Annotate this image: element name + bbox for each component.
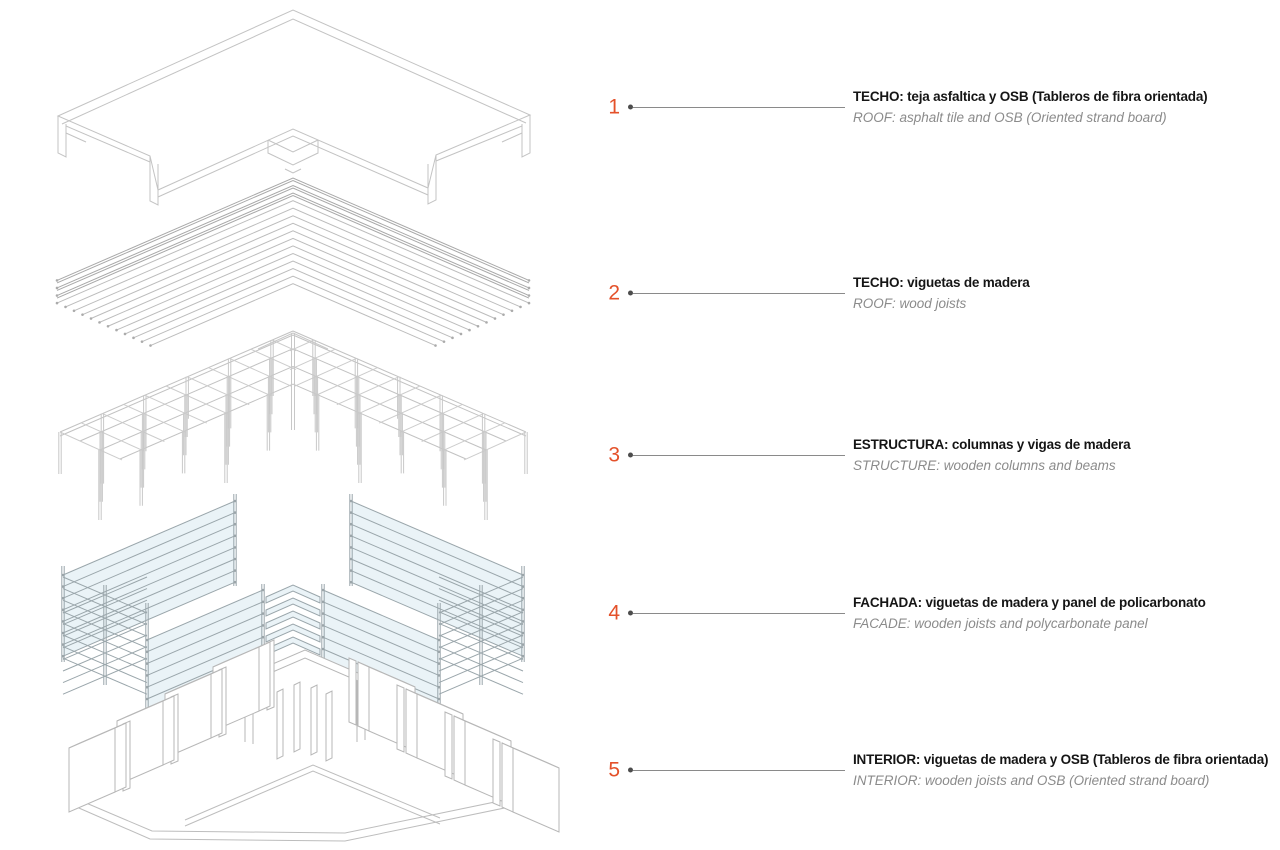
label-english: STRUCTURE: wooden columns and beams — [853, 458, 1116, 473]
label-spanish: ESTRUCTURA: columnas y vigas de madera — [853, 437, 1131, 452]
label-spanish: INTERIOR: viguetas de madera y OSB (Tableros de fibra orientada) — [853, 752, 1269, 767]
layer-number: 4 — [608, 601, 620, 625]
label-text — [853, 749, 1268, 791]
leader-line — [633, 613, 845, 614]
label-row — [0, 579, 1280, 647]
leader-line — [633, 293, 845, 294]
label-text — [853, 434, 1130, 476]
layer-number: 3 — [608, 443, 620, 467]
label-row — [0, 259, 1280, 327]
label-english: INTERIOR: wooden joists and OSB (Oriented strand board) — [853, 773, 1210, 788]
layer-number: 2 — [608, 281, 620, 305]
layer-number: 1 — [608, 95, 620, 119]
leader-line — [633, 107, 845, 108]
label-text — [853, 592, 1206, 634]
layer-number: 5 — [608, 758, 620, 782]
label-spanish: FACHADA: viguetas de madera y panel de policarbonato — [853, 595, 1206, 610]
label-english: ROOF: asphalt tile and OSB (Oriented strand board) — [853, 110, 1167, 125]
label-spanish: TECHO: teja asfaltica y OSB (Tableros de fibra orientada) — [853, 89, 1208, 104]
leader-line — [633, 455, 845, 456]
label-text — [853, 272, 1030, 314]
label-row — [0, 421, 1280, 489]
label-row — [0, 73, 1280, 141]
label-english: ROOF: wood joists — [853, 296, 967, 311]
label-english: FACADE: wooden joists and polycarbonate panel — [853, 616, 1148, 631]
label-row — [0, 736, 1280, 804]
label-spanish: TECHO: viguetas de madera — [853, 275, 1030, 290]
leader-line — [633, 770, 845, 771]
label-text — [853, 86, 1207, 128]
